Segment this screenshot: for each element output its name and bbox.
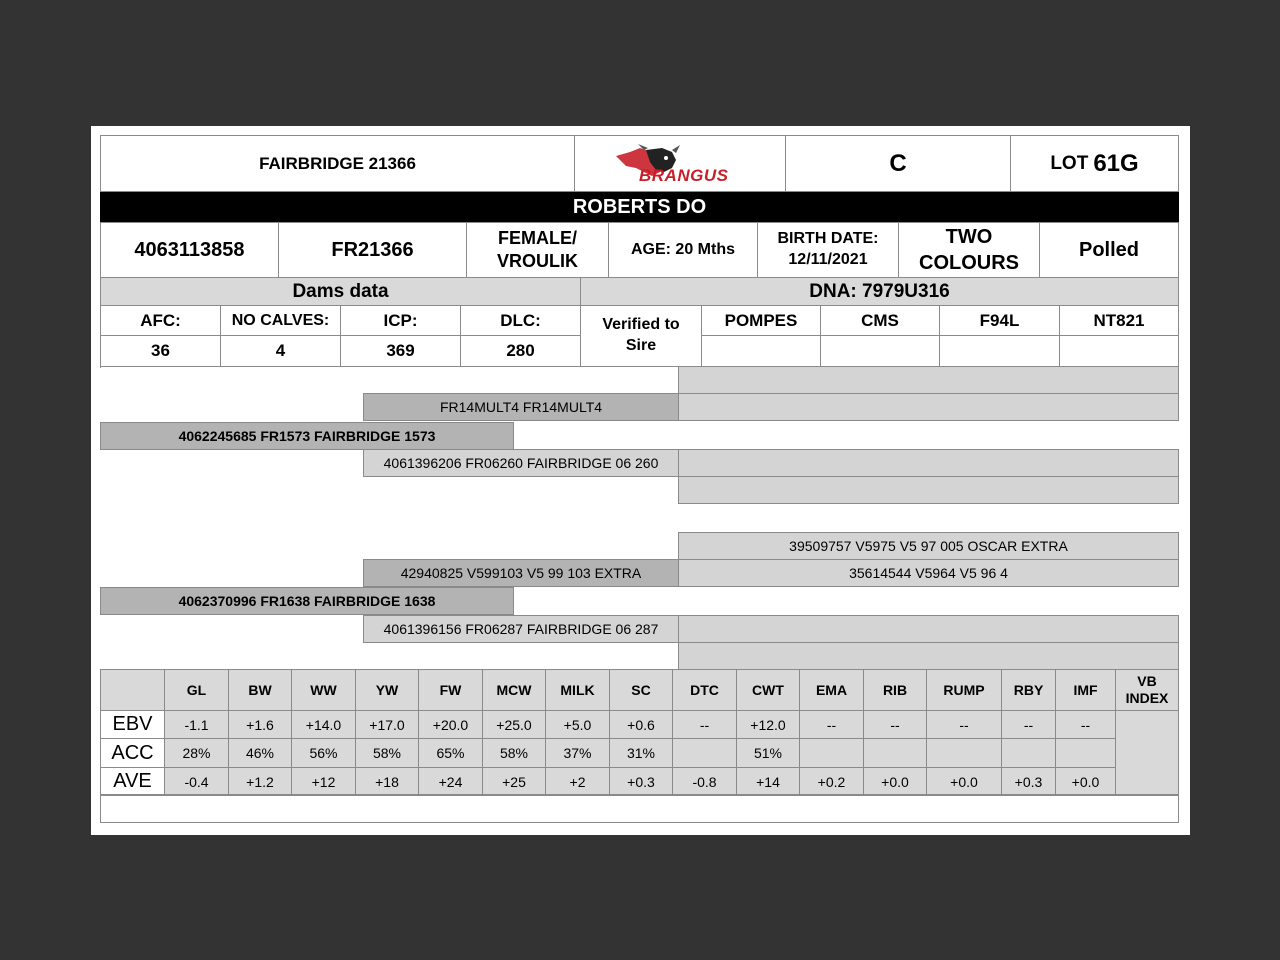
ebv-cell-ebv-cwt: +12.0	[736, 710, 800, 739]
ebv-row-label-ave: AVE	[100, 767, 165, 796]
birth-date	[757, 222, 899, 278]
ebv-cell-acc-rby	[1001, 738, 1056, 768]
sex-line2: VROULIK	[497, 251, 578, 271]
lot-number	[1010, 135, 1179, 192]
icp-value: 369	[340, 335, 461, 367]
ebv-cell-ebv-dtc: --	[672, 710, 737, 739]
pedigree-dam-dam: 4061396156 FR06287 FAIRBRIDGE 06 287	[363, 615, 679, 643]
pedigree-blank-1	[678, 366, 1179, 394]
verified-line1: Verified to	[602, 316, 680, 334]
dna-test-pompes: POMPES	[701, 305, 821, 336]
ebv-cell-acc-imf	[1055, 738, 1116, 768]
ebv-cell-ebv-fw: +20.0	[418, 710, 483, 739]
ebv-header-yw: YW	[355, 669, 419, 711]
pedigree-blank-3	[678, 449, 1179, 477]
pedigree-dam: 4062370996 FR1638 FAIRBRIDGE 1638	[100, 587, 514, 615]
pedigree-blank-5	[678, 615, 1179, 643]
dams-title: Dams data	[100, 277, 581, 306]
pedigree-blank-6	[678, 642, 1179, 670]
ebv-cell-ebv-mcw: +25.0	[482, 710, 546, 739]
animal-id: 4063113858	[100, 222, 279, 278]
ebv-cell-acc-ww: 56%	[291, 738, 356, 768]
dlc-value: 280	[460, 335, 581, 367]
ebv-header-ema: EMA	[799, 669, 864, 711]
ebv-cell-ave-mcw: +25	[482, 767, 546, 796]
ebv-header-rby: RBY	[1001, 669, 1056, 711]
ebv-cell-acc-fw: 65%	[418, 738, 483, 768]
ebv-cell-ebv-ww: +14.0	[291, 710, 356, 739]
ebv-cell-ebv-milk: +5.0	[545, 710, 610, 739]
ebv-header-sc: SC	[609, 669, 673, 711]
ebv-cell-ebv-sc: +0.6	[609, 710, 673, 739]
dna-test-f94l: F94L	[939, 305, 1060, 336]
ebv-cell-acc-milk: 37%	[545, 738, 610, 768]
ebv-cell-ebv-ema: --	[799, 710, 864, 739]
class-letter: C	[785, 135, 1011, 192]
ebv-cell-acc-gl: 28%	[164, 738, 229, 768]
afc-value: 36	[100, 335, 221, 367]
ebv-header-dtc: DTC	[672, 669, 737, 711]
ebv-cell-ebv-rump: --	[926, 710, 1002, 739]
ebv-header-ww: WW	[291, 669, 356, 711]
pedigree-dam-sire-dam: 35614544 V5964 V5 96 4	[678, 559, 1179, 587]
ebv-cell-ave-ema: +0.2	[799, 767, 864, 796]
colour-line2: COLOURS	[919, 252, 1019, 274]
ebv-cell-ebv-gl: -1.1	[164, 710, 229, 739]
ebv-cell-acc-dtc	[672, 738, 737, 768]
pedigree-blank-2	[678, 393, 1179, 421]
pedigree-sire-dam: 4061396206 FR06260 FAIRBRIDGE 06 260	[363, 449, 679, 477]
horn-status: Polled	[1039, 222, 1179, 278]
afc-label: AFC:	[100, 305, 221, 336]
ebv-cell-ave-fw: +24	[418, 767, 483, 796]
sex-line1: FEMALE/	[498, 227, 577, 248]
ebv-cell-ave-imf: +0.0	[1055, 767, 1116, 796]
brangus-logo	[574, 135, 786, 192]
ebv-cell-ave-rby: +0.3	[1001, 767, 1056, 796]
dna-result-pompes	[701, 335, 821, 367]
ebv-cell-ave-rump: +0.0	[926, 767, 1002, 796]
ebv-cell-acc-mcw: 58%	[482, 738, 546, 768]
ebv-cell-ave-rib: +0.0	[863, 767, 927, 796]
ebv-cell-acc-rib	[863, 738, 927, 768]
pedigree-sire: 4062245685 FR1573 FAIRBRIDGE 1573	[100, 422, 514, 450]
pedigree-blank-4	[678, 476, 1179, 504]
dna-result-nt821	[1059, 335, 1179, 367]
ebv-header-fw: FW	[418, 669, 483, 711]
icp-label: ICP:	[340, 305, 461, 336]
animal-tag: FR21366	[278, 222, 467, 278]
dlc-label: DLC:	[460, 305, 581, 336]
animal-colour	[898, 222, 1040, 278]
ebv-cell-ebv-imf: --	[1055, 710, 1116, 739]
ebv-row-label-acc: ACC	[100, 738, 165, 768]
dna-test-cms: CMS	[820, 305, 940, 336]
ebv-cell-ave-yw: +18	[355, 767, 419, 796]
ebv-cell-acc-sc: 31%	[609, 738, 673, 768]
vb-line2: INDEX	[1125, 690, 1169, 706]
ebv-header-gl: GL	[164, 669, 229, 711]
ebv-cell-ave-milk: +2	[545, 767, 610, 796]
ebv-cell-ebv-bw: +1.6	[228, 710, 292, 739]
birth-label: BIRTH DATE:	[777, 230, 879, 248]
ebv-cell-ave-gl: -0.4	[164, 767, 229, 796]
calves-value: 4	[220, 335, 341, 367]
ebv-cell-acc-bw: 46%	[228, 738, 292, 768]
verified-line2: Sire	[625, 337, 657, 354]
animal-age: AGE: 20 Mths	[608, 222, 758, 278]
verified-to-sire	[580, 305, 702, 367]
dna-test-nt821: NT821	[1059, 305, 1179, 336]
dna-result-f94l	[939, 335, 1060, 367]
ebv-cell-ave-ww: +12	[291, 767, 356, 796]
ebv-header-rib: RIB	[863, 669, 927, 711]
ebv-cell-acc-ema	[799, 738, 864, 768]
ebv-corner-cell	[100, 669, 165, 711]
ebv-cell-acc-cwt: 51%	[736, 738, 800, 768]
lot-prefix: LOT	[1050, 152, 1089, 174]
footer-blank-row	[100, 794, 1179, 823]
animal-sex	[466, 222, 609, 278]
ebv-cell-ave-dtc: -0.8	[672, 767, 737, 796]
ebv-cell-ave-sc: +0.3	[609, 767, 673, 796]
dna-result-cms	[820, 335, 940, 367]
ebv-header-mcw: MCW	[482, 669, 546, 711]
ebv-header-imf: IMF	[1055, 669, 1116, 711]
colour-line1: TWO	[945, 226, 993, 248]
ebv-cell-ebv-yw: +17.0	[355, 710, 419, 739]
lot-card	[91, 126, 1190, 835]
animal-name: FAIRBRIDGE 21366	[100, 135, 575, 192]
ebv-cell-ave-cwt: +14	[736, 767, 800, 796]
ebv-cell-acc-yw: 58%	[355, 738, 419, 768]
pedigree-dam-sire: 42940825 V599103 V5 99 103 EXTRA	[363, 559, 679, 587]
ebv-vb-index-value	[1115, 710, 1179, 796]
lot-value: 61G	[1093, 149, 1139, 177]
calves-label: NO CALVES:	[220, 305, 341, 336]
ebv-row-label-ebv: EBV	[100, 710, 165, 739]
ebv-header-rump: RUMP	[926, 669, 1002, 711]
logo-text: BRANGUS	[639, 166, 729, 185]
ebv-header-vb-index	[1115, 669, 1179, 711]
ebv-header-bw: BW	[228, 669, 292, 711]
ebv-cell-ebv-rib: --	[863, 710, 927, 739]
ebv-header-cwt: CWT	[736, 669, 800, 711]
pedigree-dam-sire-sire: 39509757 V5975 V5 97 005 OSCAR EXTRA	[678, 532, 1179, 560]
ebv-header-milk: MILK	[545, 669, 610, 711]
pedigree-sire-sire: FR14MULT4 FR14MULT4	[363, 393, 679, 421]
ebv-cell-ebv-rby: --	[1001, 710, 1056, 739]
title-bar: ROBERTS DO	[100, 192, 1179, 222]
ebv-cell-ave-bw: +1.2	[228, 767, 292, 796]
dna-title: DNA: 7979U316	[580, 277, 1179, 306]
vb-line1: VB	[1137, 672, 1157, 689]
birth-value: 12/11/2021	[788, 251, 868, 268]
ebv-cell-acc-rump	[926, 738, 1002, 768]
